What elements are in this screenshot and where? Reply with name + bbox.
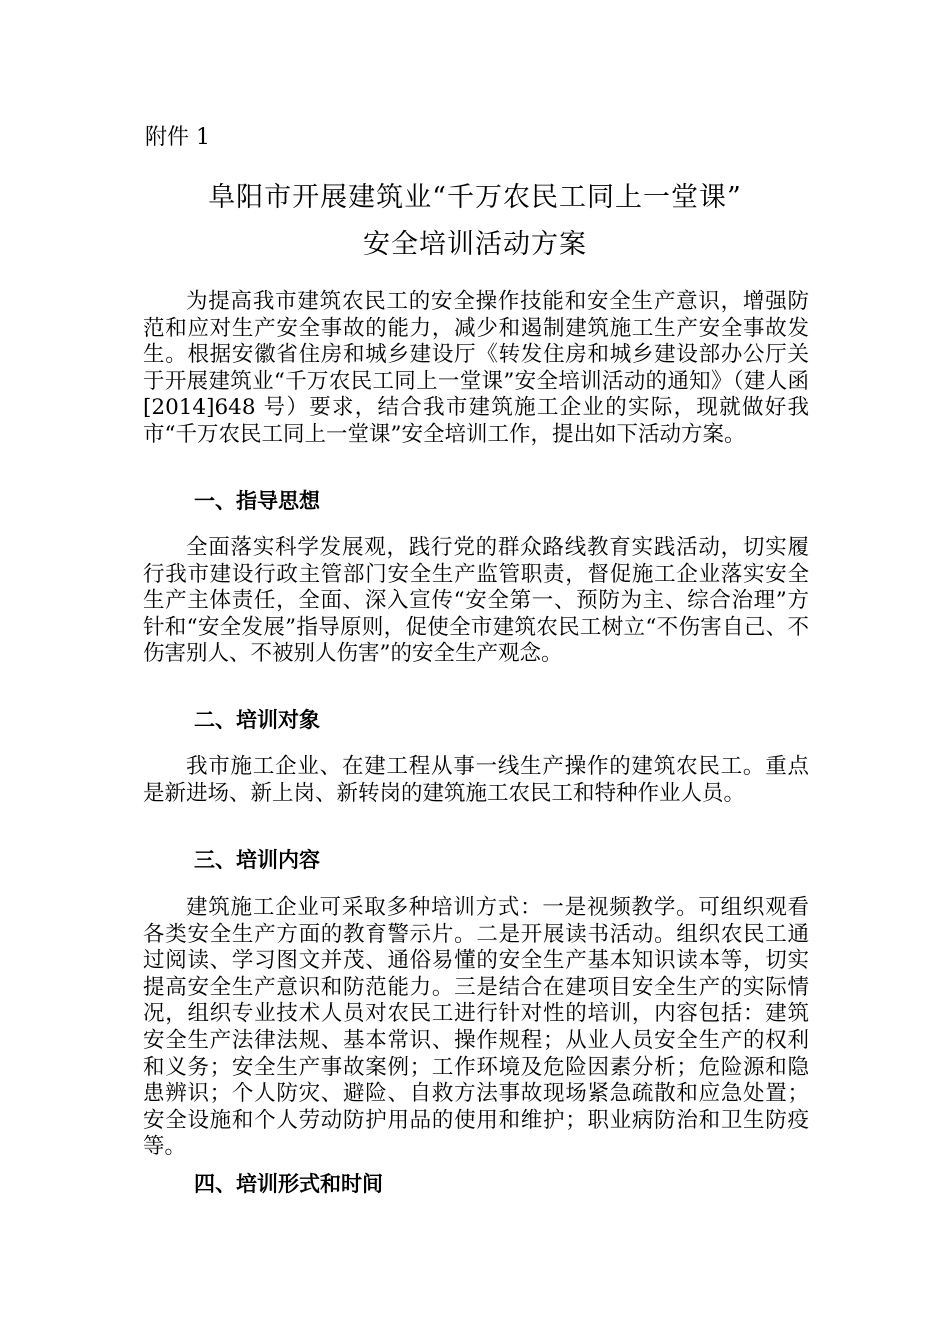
document-title-line1: 阜阳市开展建筑业“千万农民工同上一堂课” bbox=[208, 182, 742, 213]
section-body-training-targets: 我市施工企业、在建工程从事一线生产操作的建筑农民工。重点是新进场、新上岗、新转岗的建筑施工农民工和特种作业人员。 bbox=[143, 754, 809, 806]
section-body-training-content: 建筑施工企业可采取多种培训方式：一是视频教学。可组织观看各类安全生产方面的教育警示片。二是开展读书活动。组织农民工通过阅读、学习图文并茂、通俗易懂的安全生产基本知识读本等，切实提高安全生产意识和防范能力。三是结合在建项目安全生产的实际情况，组织专业技术人员对农民工进行针对性的培训，内容包括：建筑安全生产法律法规、基本常识、操作规程；从业人员安全生产的权利和义务；安全生产事故案例；工作环境及危险因素分析；危险源和隐患辨识；个人防灾、避险、自救方法事故现场紧急疏散和应急处置；安全设施和个人劳动防护用品的使用和维护；职业病防治和卫生防疫等。 bbox=[143, 895, 809, 1160]
section-heading-training-content: 三、培训内容 bbox=[194, 848, 320, 872]
section-heading-guiding-ideology: 一、指导思想 bbox=[194, 489, 320, 513]
intro-paragraph: 为提高我市建筑农民工的安全操作技能和安全生产意识，增强防范和应对生产安全事故的能力，减少和遏制建筑施工生产安全事故发生。根据安徽省住房和城乡建设厅《转发住房和城乡建设部办公厅关于开展建筑业“千万农民工同上一堂课”安全培训活动的通知》（建人函[2014]648 号）要求，结合我市建筑施工企业的实际，现就做好我市“千万农民工同上一堂课”安全培训工作，提出如下活动方案。 bbox=[143, 289, 809, 447]
attachment-label: 附件 1 bbox=[145, 125, 210, 150]
document-title-line2: 安全培训活动方案 bbox=[363, 229, 587, 260]
section-body-guiding-ideology: 全面落实科学发展观，践行党的群众路线教育实践活动，切实履行我市建设行政主管部门安全生产监管职责，督促施工企业落实安全生产主体责任，全面、深入宣传“安全第一、预防为主、综合治理”方针和“安全发展”指导原则，促使全市建筑农民工树立“不伤害自己、不伤害别人、不被别人伤害”的安全生产观念。 bbox=[143, 535, 809, 667]
section-heading-training-targets: 二、培训对象 bbox=[194, 708, 320, 732]
section-heading-training-form-and-time: 四、培训形式和时间 bbox=[194, 1172, 383, 1196]
